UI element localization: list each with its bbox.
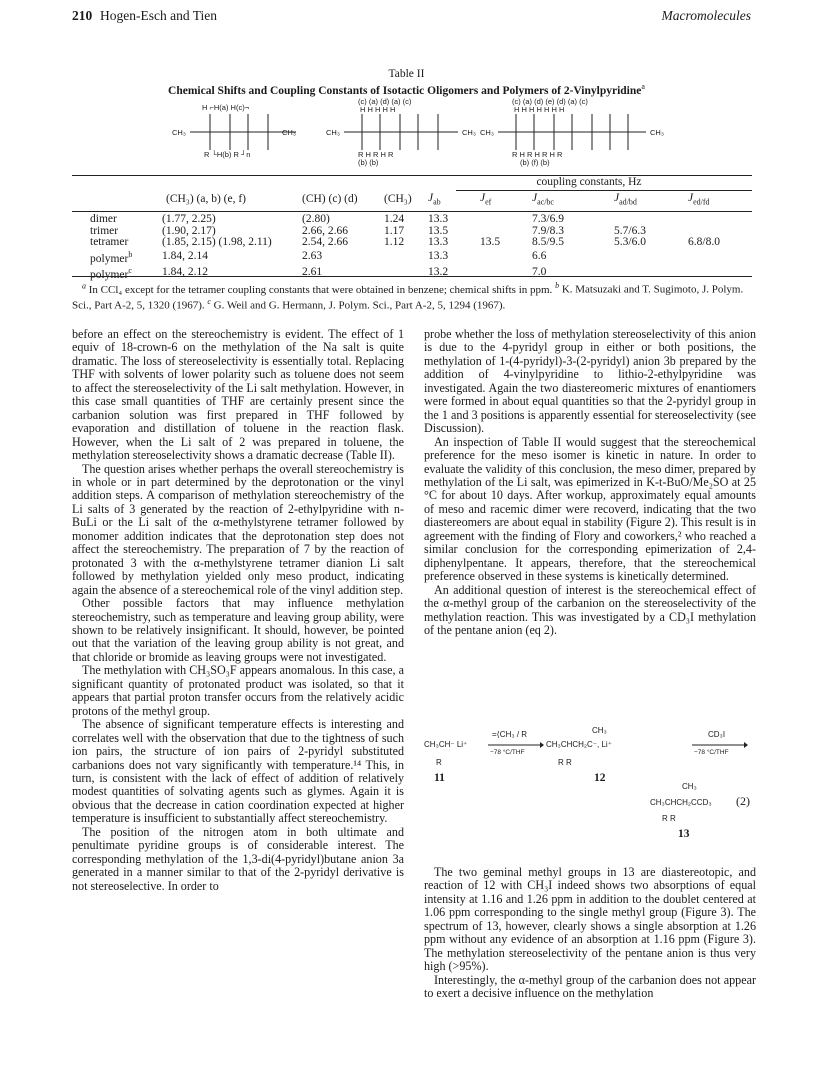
paragraph: The absence of significant temperature effects is interesting and correlates well with the observation that due to the tightness of such ion pairs, the structure of ion pairs of 2-pyridyl substituted carbanions does not vary significantly with temperature.¹⁴ This, in turn, is consistent with the lack of effect of addition of relatively modest quantities of solvating agents such as glymes. Again it is obvious that the decrease in cation coordination expected at higher temperature is insufficient to substantially affect stereochemistry. [72,717,404,826]
paragraph: The methylation with CH₃SO₃F appears anomalous. In this case, a significant quantity of protonated product was isolated, so that it appears that partial proton transfer occurs from the relatively acidic protons of the methyl group. [72,663,404,718]
table-row: polymer$^c$ 1.84, 2.12 2.61 13.2 7.0 [90,265,547,281]
product-13-sub: R R [662,814,676,823]
equation-number: (2) [736,794,750,808]
col-header [72,190,160,210]
table-row: dimer (1.77, 2.25) (2.80) 1.24 13.3 7.3/6.9 [90,213,564,225]
intermediate-12-top: CH₃ [592,726,607,735]
struct2-right: CH₃ [462,128,476,137]
paragraph: before an effect on the stereochemistry is evident. The effect of 1 equiv of 18-crown-6 on the methylation of the Na salt is quite dramatic. The loss of stereoselectivity is essentially total. Replacing THF with solvents of lower polarity such as toluene does not seem to affect the stereoselectivity of the Li salt methylation. However, in this case small quantities of THF are certainly present since the carbanion solution was first prepared in THF followed by evaporation and distillation of toluene in the reaction flask. However, when the Li salt of 2 was prepared in toluene, the methylation stereoselectivity shows a dramatic decrease (Table II). [72,327,404,463]
col-header: $J_{ef}$ [480,191,492,206]
table-caption [0,82,813,97]
coupling-group-header: coupling constants, Hz [536,176,642,189]
left-column [72,328,404,893]
paragraph: probe whether the loss of methylation stereoselectivity of this anion is due to the 4-pyridyl group in either or both positions, the methylation of 1-(4-pyridyl)-3-(2-pyridyl) anion 3b prepared by the addition of 4-vinylpyridine to lithio-2-ethylpyridine was investigated. Again the two diastereomeric mixtures of enantiomers were formed in about equal quantities so that the 2-pyridyl group in the 1 and 3 positions is apparently essential for stereoselectivity (see Discussion). [424,327,756,436]
table-row: polymer$^b$ 1.84, 2.14 2.63 13.3 6.6 [90,249,547,265]
journal-name: Macromolecules [661,8,751,23]
struct1-bottom: R └H(b) R ┘n [204,150,251,159]
struct2-left: CH₃ [326,128,340,137]
struct3-left: CH₃ [480,128,494,137]
col-header: $J_{ad/bd}$ [614,191,637,206]
table-caption-text: Chemical Shifts and Coupling Constants of Isotactic Oligomers and Polymers of 2-Vinylpyridine [168,84,642,97]
product-13-top: CH₃ [682,782,697,791]
page-number: 210 [72,8,93,23]
table-bottom-rule [72,276,752,277]
reactant-11-sub: R [436,758,442,767]
col-header: $J_{ed/fd}$ [688,191,710,206]
compound-12: 12 [594,772,606,784]
struct1-right: CH₃ [282,128,296,137]
paragraph: An inspection of Table II would suggest that the stereochemical preference for the meso isomer is kinetic in nature. In order to evaluate the validity of this conclusion, the meso dimer, prepared by methylation of the Li salt, was epimerized in K-t-BuO/Me₂SO at 25 °C for about 10 days. After workup, approximately equal amounts of meso and racemic dimer were recoverd, indicating that the two diastereomers are about equal in stability (Figure 2). This result is in agreement with the finding of Flory and coworkers,² who reached a similar conclusion for the corresponding epimerization of 2,4-diphenylpentane. It appears, therefore, that the stereochemical preference observed in these systems is kinetically determined. [424,434,756,584]
struct3-bottom2: (b) (f) (b) [520,158,550,167]
struct1-left: CH₃ [172,128,186,137]
struct3-right: CH₃ [650,128,664,137]
paragraph: An additional question of interest is the stereochemical effect of the α-methyl group of the carbanion on the stereoselectivity of the methylation reaction. This was investigated by a CD₃I methylation of the pentane anion (eq 2). [424,582,756,637]
intermediate-12: CH₃CHCH₂C⁻, Li⁺ [546,740,612,749]
col-header: $J_{ab}$ [428,191,441,206]
arrow1-icon [488,741,544,749]
col-header: (CH₃) [384,193,412,206]
struct2-top2: H H H H H [360,105,396,114]
intermediate-12-sub: R R [558,758,572,767]
struct3-top2: H H H H H H H [514,105,565,114]
reaction-scheme [424,728,758,856]
col-header: (CH₃) (a, b) (e, f) [166,193,247,206]
running-authors: Hogen-Esch and Tien [100,8,217,23]
arrow2-icon [692,741,748,749]
table-row: tetramer (1.85, 2.15) (1.98, 2.11) 2.54, 2.66 1.12 13.3 13.5 8.5/9.5 5.3/6.0 6.8/8.0 [90,236,720,248]
paragraph: The question arises whether perhaps the overall stereochemistry is in whole or in part determined by the deprotonation or the vinyl addition steps. A comparison of methylation stereochemistry of the Li salts of 3 generated by the reaction of 2-ethylpyridine with n-BuLi or the Li salt of the α-methylstyrene tetramer followed by monomer addition indicates that the deprotonation step does not affect the stereochemistry. The preparation of 7 by the reaction of protonated 3 with the α-methylstyrene tetramer dianion Li salt followed by methylation yielded only meso product, indicating again the absence of a stereochemical role of the vinyl addition step. [72,461,404,597]
paragraph: The two geminal methyl groups in 13 are diastereotopic, and reaction of 12 with CH₃I indeed shows two absorptions of equal intensity at 1.16 and 1.26 ppm in addition to the doublet centered at 1.06 ppm corresponding to the single methyl group (Figure 3). The spectrum of 13, however, clearly shows a single absorption at 1.26 ppm without any evidence of an absorption at 1.16 ppm (Figure 3). The methylation stereoselectivity of the pentane anion is thus very high (>95%). [424,865,756,974]
paragraph: The position of the nitrogen atom in both ultimate and penultimate pyridine groups is of considerable interest. The corresponding methylation of the 1,3-di(4-pyridyl)butane anion 3a generated in a manner similar to that of the 2-pyridyl derivative is not stereoselective. In order to [72,824,404,893]
struct3-top: (c) (a) (d) (e) (d) (a) (c) [512,97,588,106]
condition2: −78 °C/THF [694,749,729,756]
col-header: (CH) (c) (d) [302,193,358,206]
table-footnotes: $^a$ In CCl₄ except for the tetramer coupling constants that were obtained in benzene; chemical shifts in ppm. $^b$ K. Matsuzaki and T. Sugimoto, J. Polym. Sci., Part A-2, 5, 1320 (1967). $^c$ G. Weil and G. Hermann, J. Polym. Sci., Part A-2, 5, 1294 (1967). [72,281,744,312]
table-label: Table II [388,68,425,80]
table-row: trimer (1.90, 2.17) 2.66, 2.66 1.17 13.5 7.9/8.3 5.7/6.3 [90,224,646,237]
compound-11: 11 [434,772,445,784]
struct2-bottom: R H R H R [358,150,394,159]
right-column-top [424,328,756,637]
compound-13: 13 [678,828,690,840]
reagent1: =⟨CH₃ / R [492,730,528,739]
table-caption-sup: a [641,82,645,91]
condition1: −78 °C/THF [490,749,525,756]
col-header: $J_{ac/bc}$ [532,191,554,206]
paragraph: Interestingly, the α-methyl group of the carbanion does not appear to exert a decisive influence on the methylation [424,972,756,1001]
reagent2: CD₃I [708,730,726,739]
shift-table [72,176,752,281]
reactant-11: CH₃CH⁻ Li⁺ [424,740,468,749]
struct3-bottom: R H R H R H R [512,150,563,159]
product-13: CH₃CHCH₂CCD₃ [650,798,712,807]
struct2-top: (c) (a) (d) (a) (c) [358,97,412,106]
paragraph: Other possible factors that may influence methylation stereochemistry, such as temperature and leaving group ability, were shown to be relatively insignificant. It should, however, be pointed out that the variation of the leaving group ability is not great, and that chloride or bromide as leaving groups were not investigated. [72,596,404,664]
struct2-bottom2: (b) (b) [358,158,379,167]
right-column-bottom [424,866,756,1001]
struct1-top: H ⌐H(a) H(c)¬ [202,103,250,112]
